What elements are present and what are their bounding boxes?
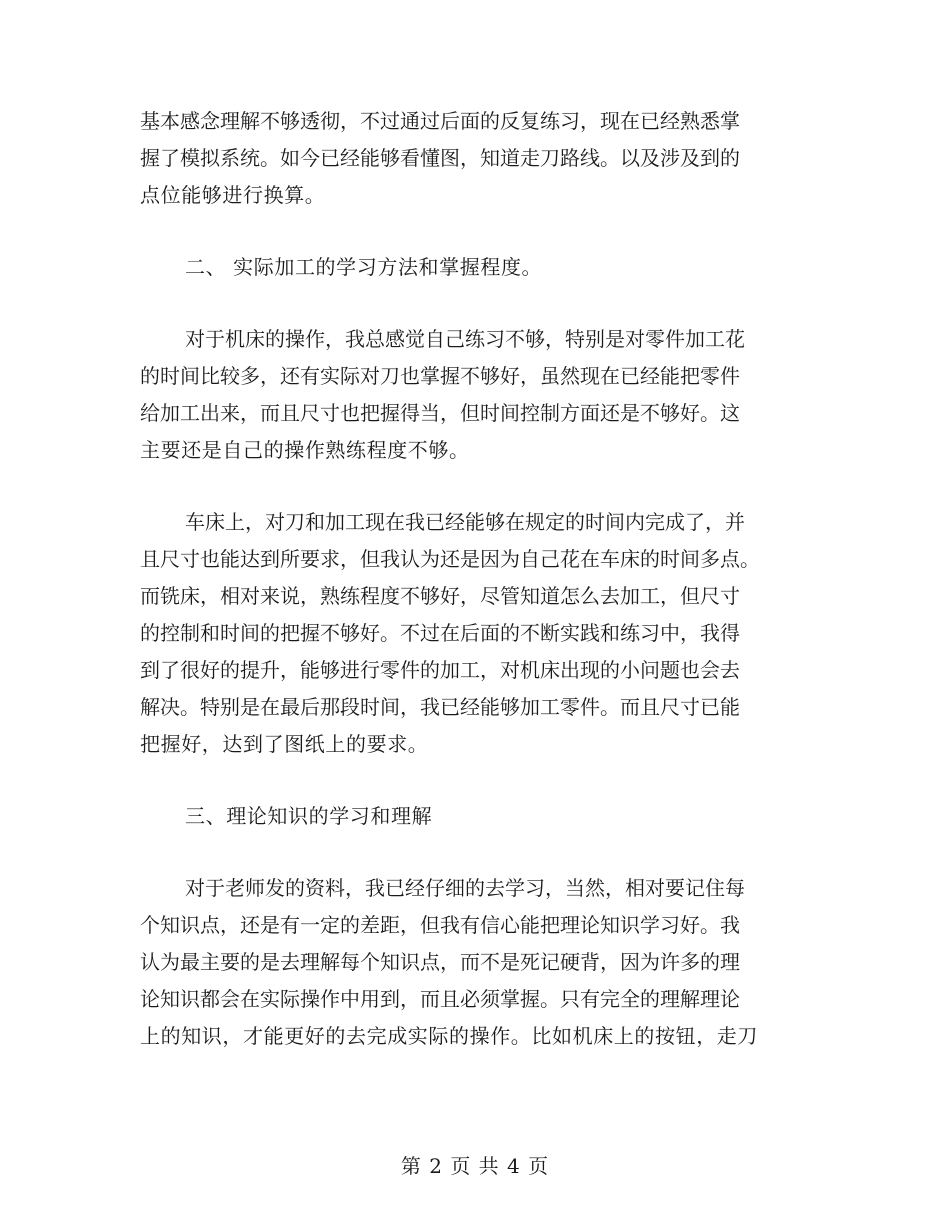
paragraph-line: 基本感念理解不够透彻，不过通过后面的反复练习，现在已经熟悉掌 [140,109,740,133]
paragraph [140,504,820,763]
paragraph-line: 的控制和时间的把握不够好。不过在后面的不断实践和练习中，我得 [140,621,740,645]
paragraph-line: 个知识点，还是有一定的差距，但我有信心能把理论知识学习好。我 [140,913,740,937]
paragraph-line: 车床上，对刀和加工现在我已经能够在规定的时间内完成了，并 [185,510,745,534]
page-footer: 第 2 页 共 4 页 [400,1154,550,1178]
section-heading: 三、理论知识的学习和理解 [185,804,433,828]
paragraph-line: 把握好，达到了图纸上的要求。 [140,732,429,756]
paragraph-line: 给加工出来，而且尺寸也把握得当，但时间控制方面还是不够好。这 [140,401,740,425]
paragraph [140,321,820,469]
paragraph-line: 对于机床的操作，我总感觉自己练习不够，特别是对零件加工花 [185,327,745,351]
paragraph-line: 认为最主要的是去理解每个知识点，而不是死记硬背，因为许多的理 [140,950,740,974]
paragraph-line: 的时间比较多，还有实际对刀也掌握不够好，虽然现在已经能把零件 [140,364,740,388]
paragraph-line: 论知识都会在实际操作中用到，而且必须掌握。只有完全的理解理论 [140,987,740,1011]
paragraph-line: 且尺寸也能达到所要求，但我认为还是因为自己花在车床的时间多点。 [140,547,760,571]
paragraph [140,870,820,1055]
paragraph-line: 握了模拟系统。如今已经能够看懂图，知道走刀路线。以及涉及到的 [140,146,740,170]
paragraph-line: 到了很好的提升，能够进行零件的加工，对机床出现的小问题也会去 [140,658,740,682]
section-heading: 二、 实际加工的学习方法和掌握程度。 [185,255,543,279]
paragraph-line: 解决。特别是在最后那段时间，我已经能够加工零件。而且尺寸已能 [140,695,740,719]
document-body [140,103,820,1090]
paragraph [140,103,820,214]
paragraph-line: 主要还是自己的操作熟练程度不够。 [140,438,470,462]
paragraph-line: 而铣床，相对来说，熟练程度不够好，尽管知道怎么去加工，但尺寸 [140,584,740,608]
paragraph-line: 上的知识，才能更好的去完成实际的操作。比如机床上的按钮，走刀 [140,1024,758,1048]
paragraph-line: 对于老师发的资料，我已经仔细的去学习，当然，相对要记住每 [185,876,745,900]
paragraph-line: 点位能够进行换算。 [140,183,326,207]
